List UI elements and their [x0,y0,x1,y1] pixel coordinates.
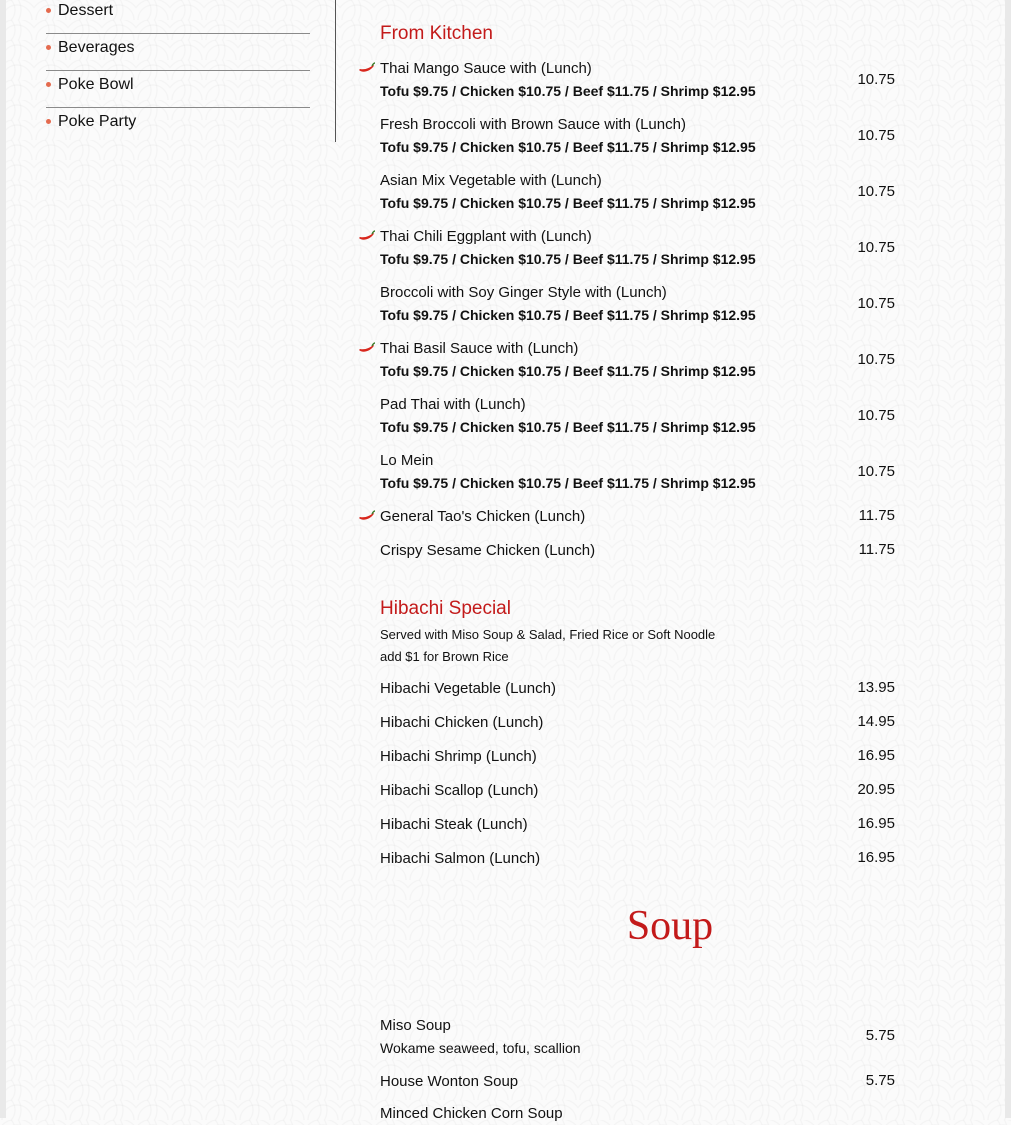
sidebar-item-label: Poke Bowl [58,76,134,93]
menu-item-price: 11.75 [858,541,895,558]
menu-item-name: Hibachi Salmon (Lunch) [380,850,541,867]
menu-item-price: 16.95 [857,747,895,764]
menu-item-name: General Tao's Chicken (Lunch) [380,508,586,525]
menu-item-description: Tofu $9.75 / Chicken $10.75 / Beef $11.75 / Shrimp $12.95 [380,363,756,379]
menu-item-name: Hibachi Steak (Lunch) [380,816,528,833]
menu-item[interactable] [380,282,900,326]
bullet-icon [46,45,51,50]
menu-item[interactable] [380,712,900,734]
sidebar-item-label: Dessert [58,2,114,19]
menu-item-name: Hibachi Scallop (Lunch) [380,782,539,799]
menu-item-price: 20.95 [857,781,895,798]
menu-item-description: Tofu $9.75 / Chicken $10.75 / Beef $11.75 / Shrimp $12.95 [380,475,756,491]
bullet-icon [46,119,51,124]
menu-item-name: Asian Mix Vegetable with (Lunch) [380,172,602,189]
sidebar-item-poke-party[interactable] [46,108,310,144]
menu-item-price: 10.75 [857,71,895,88]
menu-item[interactable] [380,780,900,802]
sidebar-item-beverages[interactable] [46,34,310,71]
menu-item-description: Tofu $9.75 / Chicken $10.75 / Beef $11.75 / Shrimp $12.95 [380,195,756,211]
menu-item-price: 10.75 [857,463,895,480]
menu-item-description: Tofu $9.75 / Chicken $10.75 / Beef $11.75 / Shrimp $12.95 [380,419,756,435]
menu-item-name: Crispy Sesame Chicken (Lunch) [380,542,596,559]
sidebar-item-label: Poke Party [58,113,137,130]
menu-item-price: 11.75 [858,507,895,524]
menu-item[interactable] [380,746,900,768]
menu-item[interactable] [380,170,900,214]
menu-item-name: House Wonton Soup [380,1073,519,1090]
menu-item[interactable] [380,848,900,870]
chili-pepper-icon [358,230,376,242]
menu-item[interactable] [380,540,900,562]
menu-item-name: Pad Thai with (Lunch) [380,396,526,413]
menu-item-description: Tofu $9.75 / Chicken $10.75 / Beef $11.75 / Shrimp $12.95 [380,251,756,267]
menu-item[interactable] [380,1103,900,1125]
menu-item-price: 5.75 [865,1072,895,1089]
menu-item[interactable] [380,1015,900,1059]
menu-item-price: 10.75 [857,407,895,424]
page-edge-left [0,0,6,1118]
menu-item-price: 10.75 [857,295,895,312]
menu-item-price: 14.95 [857,713,895,730]
page-edge-right [1005,0,1011,1118]
chili-pepper-icon [358,62,376,74]
menu-item-name: Minced Chicken Corn Soup [380,1105,563,1122]
menu-item-name: Thai Mango Sauce with (Lunch) [380,60,592,77]
menu-item-name: Fresh Broccoli with Brown Sauce with (Lunch) [380,116,686,133]
menu-item[interactable] [380,450,900,494]
chili-pepper-icon [358,342,376,354]
menu-item-description: Tofu $9.75 / Chicken $10.75 / Beef $11.75 / Shrimp $12.95 [380,307,756,323]
menu-item[interactable] [380,338,900,382]
section-title-hibachi: Hibachi Special [380,598,511,619]
menu-item-name: Hibachi Shrimp (Lunch) [380,748,537,765]
sidebar-item-dessert[interactable] [46,0,310,34]
bullet-icon [46,8,51,13]
menu-item-description: Wokame seaweed, tofu, scallion [380,1040,581,1056]
menu-item[interactable] [380,226,900,270]
menu-item-price: 10.75 [857,127,895,144]
menu-item[interactable] [380,114,900,158]
sidebar-item-label: Beverages [58,39,135,56]
menu-item-price: 10.75 [857,351,895,368]
section-title-soup: Soup [626,903,714,949]
menu-item[interactable] [380,58,900,102]
menu-item-name: Thai Chili Eggplant with (Lunch) [380,228,592,245]
sidebar-divider [335,0,336,142]
menu-item-price: 10.75 [857,239,895,256]
sidebar-item-poke-bowl[interactable] [46,71,310,108]
menu-item[interactable] [380,1071,900,1093]
menu-item[interactable] [380,506,900,528]
menu-item-name: Lo Mein [380,452,434,469]
menu-item-price: 13.95 [857,679,895,696]
section-title-kitchen: From Kitchen [380,23,493,44]
menu-item-price: 5.75 [865,1027,895,1044]
menu-item-description: Tofu $9.75 / Chicken $10.75 / Beef $11.75 / Shrimp $12.95 [380,83,756,99]
hibachi-note-line2: add $1 for Brown Rice [380,649,509,664]
menu-item-description: Tofu $9.75 / Chicken $10.75 / Beef $11.75 / Shrimp $12.95 [380,139,756,155]
menu-item-name: Miso Soup [380,1017,451,1034]
menu-item[interactable] [380,814,900,836]
menu-item-name: Hibachi Chicken (Lunch) [380,714,544,731]
menu-item-price: 10.75 [857,183,895,200]
bullet-icon [46,82,51,87]
chili-pepper-icon [358,510,376,522]
menu-item-price: 16.95 [857,849,895,866]
menu-item[interactable] [380,394,900,438]
menu-item-name: Broccoli with Soy Ginger Style with (Lunch) [380,284,667,301]
menu-item-price: 16.95 [857,815,895,832]
hibachi-note-line1: Served with Miso Soup & Salad, Fried Rice or Soft Noodle [380,627,716,642]
menu-item-name: Thai Basil Sauce with (Lunch) [380,340,579,357]
menu-item[interactable] [380,678,900,700]
menu-item-name: Hibachi Vegetable (Lunch) [380,680,556,697]
